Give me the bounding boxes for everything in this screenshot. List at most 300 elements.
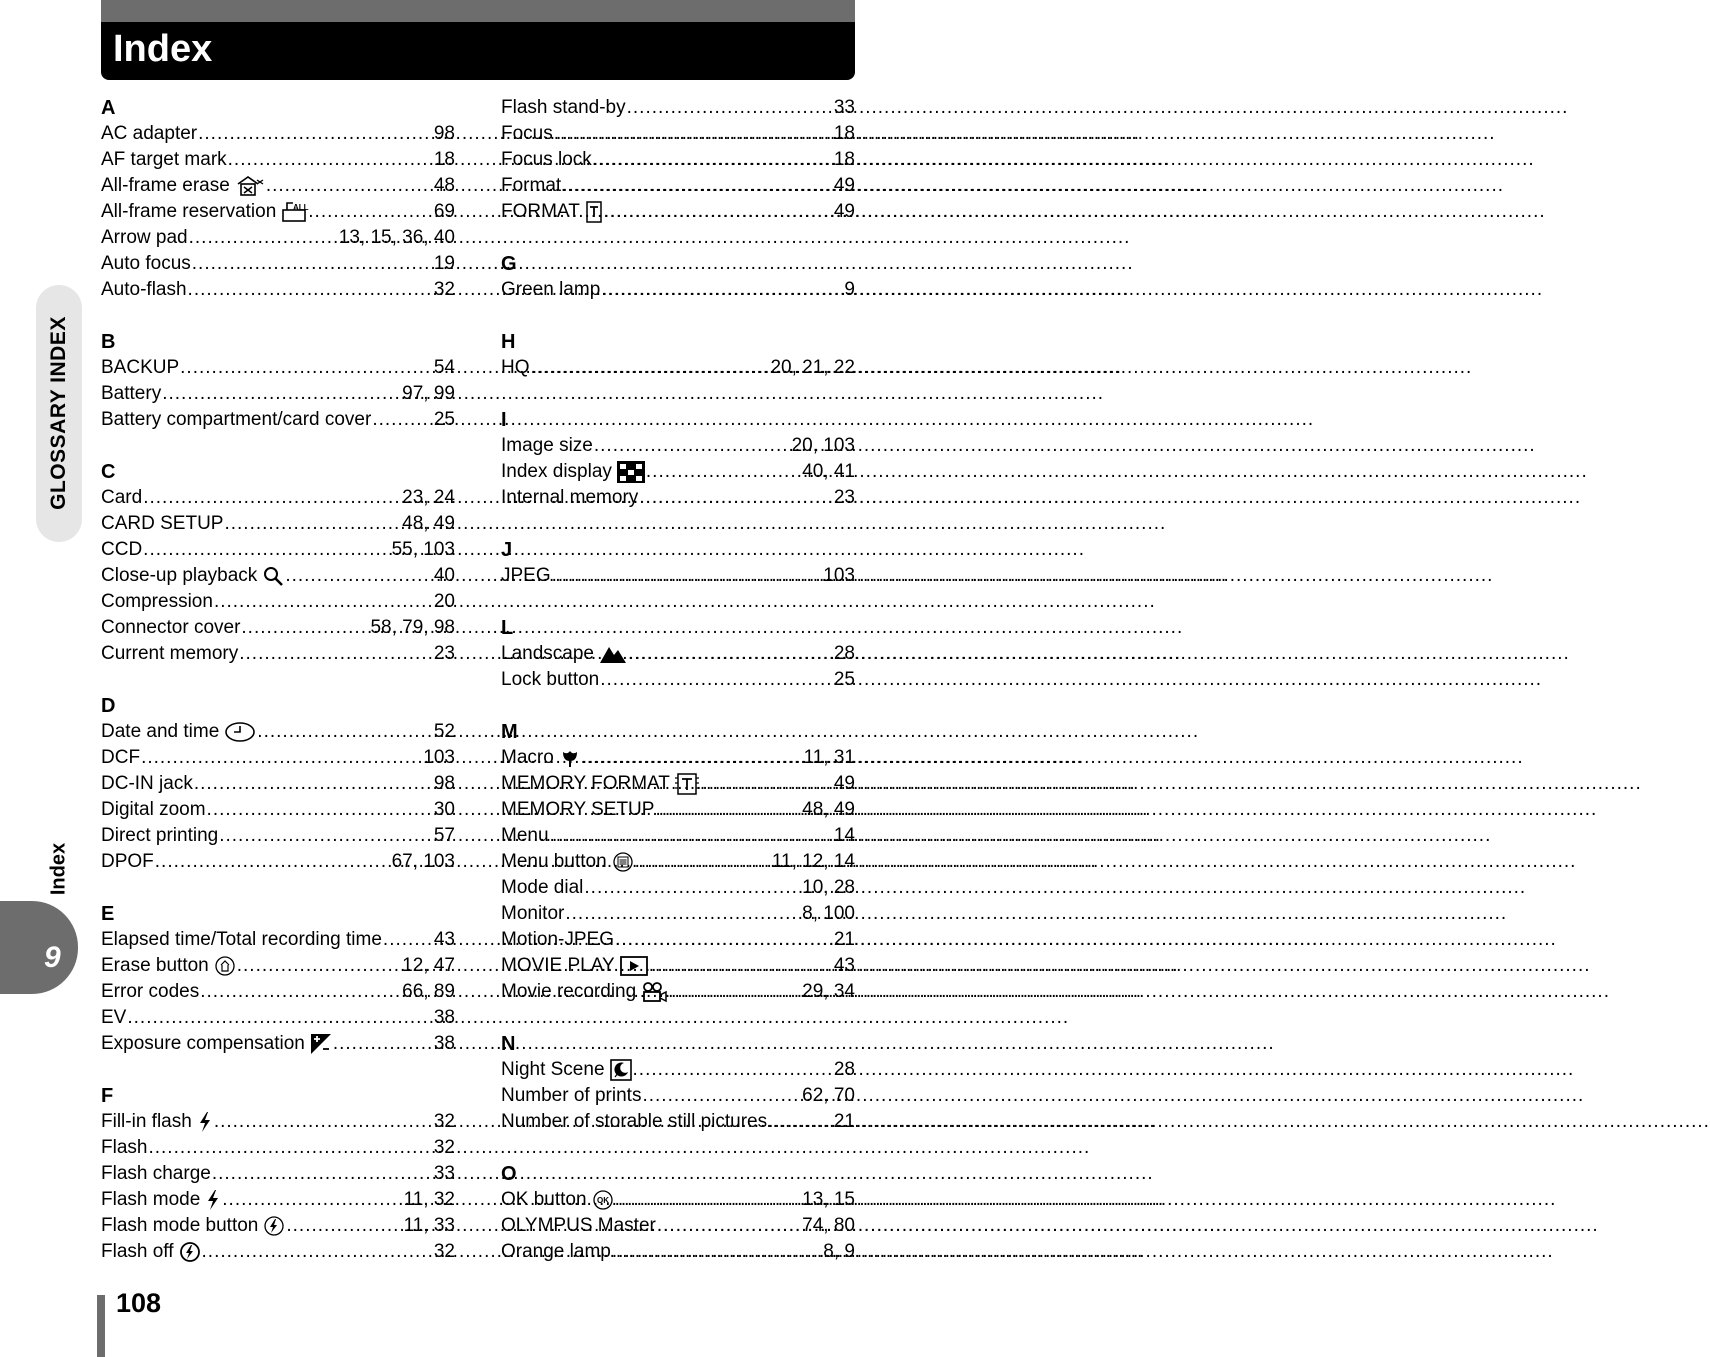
entry-term-wrap (501, 1057, 632, 1083)
entry-term-wrap (101, 797, 206, 823)
index-entry (101, 121, 455, 147)
entry-term-wrap (101, 1135, 147, 1161)
leader-dots (633, 1057, 833, 1083)
entry-term: JPEG (501, 565, 551, 586)
index-column-left (101, 95, 455, 1291)
entry-term: Connector cover (101, 617, 241, 638)
leader-dots (657, 1213, 801, 1239)
entry-pages: 18 (833, 123, 855, 144)
title-bar (101, 22, 855, 80)
index-entry (501, 95, 855, 121)
entry-term: HQ (501, 357, 530, 378)
entry-term: Card (101, 487, 143, 508)
entry-pages: 98 (433, 773, 455, 794)
entry-term-wrap (101, 615, 240, 641)
header-gray-strip (101, 0, 855, 22)
index-entry (501, 1187, 855, 1213)
entry-term-wrap (101, 927, 382, 953)
entry-term: OLYMPUS Master (501, 1215, 656, 1236)
leader-dots (639, 485, 833, 511)
entry-pages: 38 (433, 1007, 455, 1028)
index-entry (501, 1057, 855, 1083)
leader-dots (285, 563, 433, 589)
flash-button-icon (263, 1215, 285, 1237)
section-letter: F (101, 1085, 114, 1107)
entry-term: FORMAT (501, 201, 580, 222)
entry-pages: 54 (433, 357, 455, 378)
entry-pages: 52 (433, 721, 455, 742)
entry-term-wrap (501, 563, 551, 589)
index-entry (501, 823, 855, 849)
entry-term-wrap (101, 1187, 221, 1213)
entry-pages: 103 (823, 565, 855, 586)
index-section (101, 95, 455, 303)
entry-pages: 103 (423, 747, 455, 768)
leader-dots (148, 1135, 432, 1161)
entry-pages: 62, 70 (802, 1085, 855, 1106)
entry-term-wrap (101, 849, 154, 875)
leader-dots (239, 641, 433, 667)
entry-term-wrap (101, 1213, 285, 1239)
entry-term: Date and time (101, 721, 220, 742)
leader-dots (565, 901, 801, 927)
index-entry (501, 121, 855, 147)
entry-pages: 11, 12, 14 (771, 851, 855, 872)
entry-pages: 8, 100 (802, 903, 855, 924)
index-section (101, 459, 455, 667)
leader-dots (383, 927, 433, 953)
entry-term-wrap (101, 511, 223, 537)
entry-term: Auto focus (101, 253, 191, 274)
index-entry (501, 459, 855, 485)
entry-pages: 11, 32 (403, 1189, 455, 1210)
all-print-icon (281, 201, 307, 223)
index-entry (501, 1109, 855, 1135)
entry-term: Index display (501, 461, 612, 482)
section-letter: L (501, 617, 514, 639)
entry-pages: 9 (844, 279, 855, 300)
entry-pages: 74, 80 (802, 1215, 855, 1236)
flash-off-icon (179, 1241, 201, 1263)
entry-term: Compression (101, 591, 213, 612)
entry-pages: 11, 33 (403, 1215, 455, 1236)
entry-pages: 20 (433, 591, 455, 612)
entry-pages: 57 (433, 825, 455, 846)
index-entry (101, 745, 455, 771)
leader-dots (627, 95, 833, 121)
entry-pages: 21 (833, 929, 855, 950)
entry-pages: 18 (833, 149, 855, 170)
glossary-index-label: GLOSSARY INDEX (47, 316, 70, 510)
index-grid-icon (617, 461, 645, 483)
index-entry (101, 277, 455, 303)
entry-term-wrap (101, 355, 179, 381)
leader-dots (194, 771, 433, 797)
index-entry (501, 797, 855, 823)
index-section (501, 615, 855, 693)
index-entry (101, 1161, 455, 1187)
entry-term-wrap (101, 485, 142, 511)
entry-pages: 38 (433, 1033, 455, 1054)
section-letter: E (101, 903, 115, 925)
leader-dots (642, 1083, 801, 1109)
entry-term: Motion-JPEG (501, 929, 614, 950)
card-icon (585, 201, 603, 223)
index-entry (101, 355, 455, 381)
leader-dots (594, 433, 791, 459)
entry-pages: 23 (433, 643, 455, 664)
entry-pages: 25 (433, 409, 455, 430)
leader-dots (155, 849, 391, 875)
entry-term-wrap (501, 875, 583, 901)
leader-dots (628, 641, 833, 667)
entry-term-wrap (101, 641, 238, 667)
leader-dots (615, 1187, 802, 1213)
index-entry (101, 849, 455, 875)
entry-term: Number of prints (501, 1085, 642, 1106)
entry-pages: 23, 24 (402, 487, 455, 508)
entry-term: Flash mode (101, 1189, 201, 1210)
entry-term-wrap (101, 407, 371, 433)
leader-dots (180, 355, 433, 381)
index-entry (101, 797, 455, 823)
leader-dots (207, 797, 433, 823)
entry-pages: 28 (833, 1059, 855, 1080)
entry-term-wrap (101, 589, 213, 615)
leader-dots (615, 927, 833, 953)
entry-pages: 20, 103 (791, 435, 855, 456)
entry-term: MOVIE PLAY (501, 955, 615, 976)
entry-term-wrap (501, 771, 699, 797)
index-entry (501, 849, 855, 875)
entry-pages: 98 (433, 123, 455, 144)
index-entry (501, 355, 855, 381)
index-entry (101, 563, 455, 589)
index-section (501, 407, 855, 511)
night-scene-icon (610, 1059, 632, 1081)
leader-dots (192, 251, 433, 277)
entry-term: Menu (501, 825, 549, 846)
index-entry (101, 1135, 455, 1161)
entry-term: Arrow pad (101, 227, 188, 248)
all-erase-icon (235, 175, 265, 197)
index-entry (101, 225, 455, 251)
entry-pages: 49 (833, 773, 855, 794)
entry-term: Menu button (501, 851, 607, 872)
entry-term: AF target mark (101, 149, 227, 170)
entry-term-wrap (501, 849, 634, 875)
entry-term: OK button (501, 1189, 587, 1210)
index-section (501, 329, 855, 381)
landscape-icon (599, 643, 627, 665)
entry-pages: 13, 15 (802, 1189, 855, 1210)
page-number: 108 (116, 1288, 162, 1318)
entry-pages: 11, 31 (803, 747, 855, 768)
entry-term-wrap (101, 147, 227, 173)
leader-dots (222, 1187, 402, 1213)
index-entry (101, 381, 455, 407)
entry-term-wrap (101, 251, 191, 277)
entry-term-wrap (101, 381, 161, 407)
leader-dots (372, 407, 433, 433)
section-letter: M (501, 721, 518, 743)
entry-pages: 33 (433, 1163, 455, 1184)
entry-term-wrap (501, 797, 654, 823)
index-section (501, 251, 855, 303)
page-number-bar (97, 1295, 105, 1357)
entry-pages: 48 (433, 175, 455, 196)
index-entry (501, 667, 855, 693)
index-entry (101, 771, 455, 797)
entry-pages: 13, 15, 36, 40 (338, 227, 455, 248)
index-entry (101, 1239, 455, 1265)
entry-pages: 58, 79, 98 (370, 617, 455, 638)
entry-term: Elapsed time/Total recording time (101, 929, 382, 950)
entry-pages: 12, 47 (402, 955, 455, 976)
leader-dots (768, 1109, 833, 1135)
entry-term: DC-IN jack (101, 773, 193, 794)
index-entry (101, 147, 455, 173)
entry-term-wrap (501, 199, 603, 225)
leader-dots (212, 1161, 433, 1187)
entry-term: All-frame erase (101, 175, 230, 196)
leader-dots (600, 667, 833, 693)
index-column-right (501, 95, 855, 1291)
entry-term-wrap (101, 537, 142, 563)
entry-pages: 18 (433, 149, 455, 170)
magnify-icon (262, 565, 284, 587)
index-entry (101, 485, 455, 511)
entry-pages: 28 (833, 643, 855, 664)
entry-pages: 30 (433, 799, 455, 820)
entry-term: Flash stand-by (501, 97, 626, 118)
entry-term-wrap (501, 979, 667, 1005)
entry-term-wrap (101, 745, 140, 771)
index-entry (501, 927, 855, 953)
index-section (101, 329, 455, 433)
section-letter: I (501, 409, 507, 431)
index-entry (101, 1213, 455, 1239)
entry-pages: 49 (833, 201, 855, 222)
entry-pages: 29, 34 (802, 981, 855, 1002)
entry-term: Current memory (101, 643, 239, 664)
entry-term: MEMORY SETUP (501, 799, 655, 820)
index-section (101, 901, 455, 1057)
index-entry (501, 485, 855, 511)
entry-term-wrap (501, 641, 627, 667)
entry-term: Error codes (101, 981, 200, 1002)
entry-term-wrap (101, 823, 218, 849)
index-entry (501, 641, 855, 667)
index-entry (101, 1187, 455, 1213)
entry-term-wrap (101, 225, 188, 251)
entry-term: Movie recording (501, 981, 637, 1002)
entry-term: Internal memory (501, 487, 639, 508)
section-letter: N (501, 1033, 516, 1055)
entry-pages: 33 (833, 97, 855, 118)
entry-term-wrap (501, 745, 581, 771)
entry-pages: 43 (833, 955, 855, 976)
index-section (501, 1161, 855, 1265)
leader-dots (224, 511, 401, 537)
entry-pages: 48, 49 (802, 799, 855, 820)
entry-pages: 40 (433, 565, 455, 586)
memory-icon (675, 773, 699, 795)
entry-term: Green lamp (501, 279, 601, 300)
leader-dots (584, 875, 801, 901)
entry-term-wrap (101, 173, 265, 199)
leader-dots (554, 121, 833, 147)
entry-term: BACKUP (101, 357, 180, 378)
entry-term-wrap (101, 771, 193, 797)
leader-dots (141, 745, 422, 771)
leader-dots (127, 1005, 433, 1031)
leader-dots (241, 615, 369, 641)
leader-dots (237, 953, 401, 979)
entry-term-wrap (101, 277, 187, 303)
entry-term: Close-up playback (101, 565, 258, 586)
entry-term: Orange lamp (501, 1241, 611, 1262)
svg-text:ALL: ALL (293, 203, 309, 212)
entry-pages: 21 (833, 1111, 855, 1132)
entry-term: Auto-flash (101, 279, 187, 300)
index-entry (101, 199, 455, 225)
leader-dots (655, 797, 801, 823)
leader-dots (700, 771, 833, 797)
entry-term-wrap (101, 1239, 201, 1265)
index-entry (101, 511, 455, 537)
index-section (501, 719, 855, 1005)
leader-dots (612, 1239, 822, 1265)
section-letter: D (101, 695, 116, 717)
entry-term: Battery compartment/card cover (101, 409, 372, 430)
section-letter: C (101, 461, 116, 483)
leader-dots (604, 199, 833, 225)
chapter-label: Index (47, 842, 70, 896)
index-entry (101, 173, 455, 199)
entry-term-wrap (501, 927, 614, 953)
leader-dots (286, 1213, 402, 1239)
entry-term: DPOF (101, 851, 154, 872)
entry-term-wrap (101, 1005, 126, 1031)
leader-dots (214, 589, 433, 615)
entry-pages: 8, 9 (823, 1241, 855, 1262)
chapter-tab (0, 901, 78, 994)
erase-button-icon (214, 955, 236, 977)
entry-pages: 25 (833, 669, 855, 690)
index-entry (501, 147, 855, 173)
entry-pages: 67, 103 (391, 851, 455, 872)
entry-pages: 48, 49 (402, 513, 455, 534)
entry-term-wrap (501, 823, 549, 849)
leader-dots (646, 459, 801, 485)
index-entry (501, 1213, 855, 1239)
entry-term: Macro (501, 747, 554, 768)
entry-term: Exposure compensation (101, 1033, 305, 1054)
svg-text:OK: OK (596, 1196, 609, 1205)
index-entry (501, 563, 855, 589)
entry-term-wrap (501, 1083, 641, 1109)
entry-term: Flash charge (101, 1163, 211, 1184)
index-entry (501, 277, 855, 303)
entry-term: Digital zoom (101, 799, 206, 820)
entry-term: All-frame reservation (101, 201, 277, 222)
index-entry (101, 927, 455, 953)
entry-pages: 10, 28 (802, 877, 855, 898)
index-entry (101, 719, 455, 745)
index-entry (501, 771, 855, 797)
section-letter: O (501, 1163, 517, 1185)
index-entry (101, 251, 455, 277)
entry-pages: 32 (433, 279, 455, 300)
index-entry (101, 589, 455, 615)
entry-term-wrap (501, 667, 599, 693)
entry-term: Mode dial (501, 877, 584, 898)
entry-pages: 49 (833, 175, 855, 196)
index-entry (501, 953, 855, 979)
index-section (101, 693, 455, 875)
index-entry (501, 901, 855, 927)
entry-pages: 19 (433, 253, 455, 274)
leader-dots (162, 381, 401, 407)
entry-pages: 40, 41 (802, 461, 855, 482)
entry-term-wrap (101, 563, 284, 589)
entry-term: EV (101, 1007, 127, 1028)
section-letter: A (101, 97, 116, 119)
entry-term-wrap (101, 719, 256, 745)
entry-term-wrap (101, 1031, 332, 1057)
entry-term-wrap (501, 901, 564, 927)
index-entry (501, 199, 855, 225)
entry-term: DCF (101, 747, 141, 768)
entry-term-wrap (501, 953, 648, 979)
entry-term: CARD SETUP (101, 513, 224, 534)
entry-pages: 97, 99 (402, 383, 455, 404)
leader-dots (202, 1239, 433, 1265)
leader-dots (550, 823, 833, 849)
index-section (501, 1031, 855, 1135)
index-entry (501, 875, 855, 901)
leader-dots (593, 147, 833, 173)
index-entry (101, 823, 455, 849)
entry-term-wrap (501, 1109, 767, 1135)
entry-pages: 32 (433, 1111, 455, 1132)
entry-term-wrap (501, 95, 626, 121)
entry-term-wrap (101, 199, 307, 225)
leader-dots (552, 563, 823, 589)
index-entry (501, 433, 855, 459)
index-entry (101, 1031, 455, 1057)
entry-term: Erase button (101, 955, 209, 976)
leader-dots (266, 173, 433, 199)
section-letter: H (501, 331, 516, 353)
index-entry (101, 953, 455, 979)
flash-icon (197, 1111, 213, 1133)
entry-term-wrap (501, 433, 593, 459)
leader-dots (214, 1109, 433, 1135)
index-entry (101, 641, 455, 667)
entry-term: Lock button (501, 669, 600, 690)
entry-term-wrap (501, 485, 638, 511)
leader-dots (228, 147, 433, 173)
leader-dots (649, 953, 833, 979)
leader-dots (198, 121, 433, 147)
entry-pages: 69 (433, 201, 455, 222)
section-letter: B (101, 331, 116, 353)
index-entry (101, 1005, 455, 1031)
entry-term: Landscape (501, 643, 594, 664)
leader-dots (143, 537, 390, 563)
